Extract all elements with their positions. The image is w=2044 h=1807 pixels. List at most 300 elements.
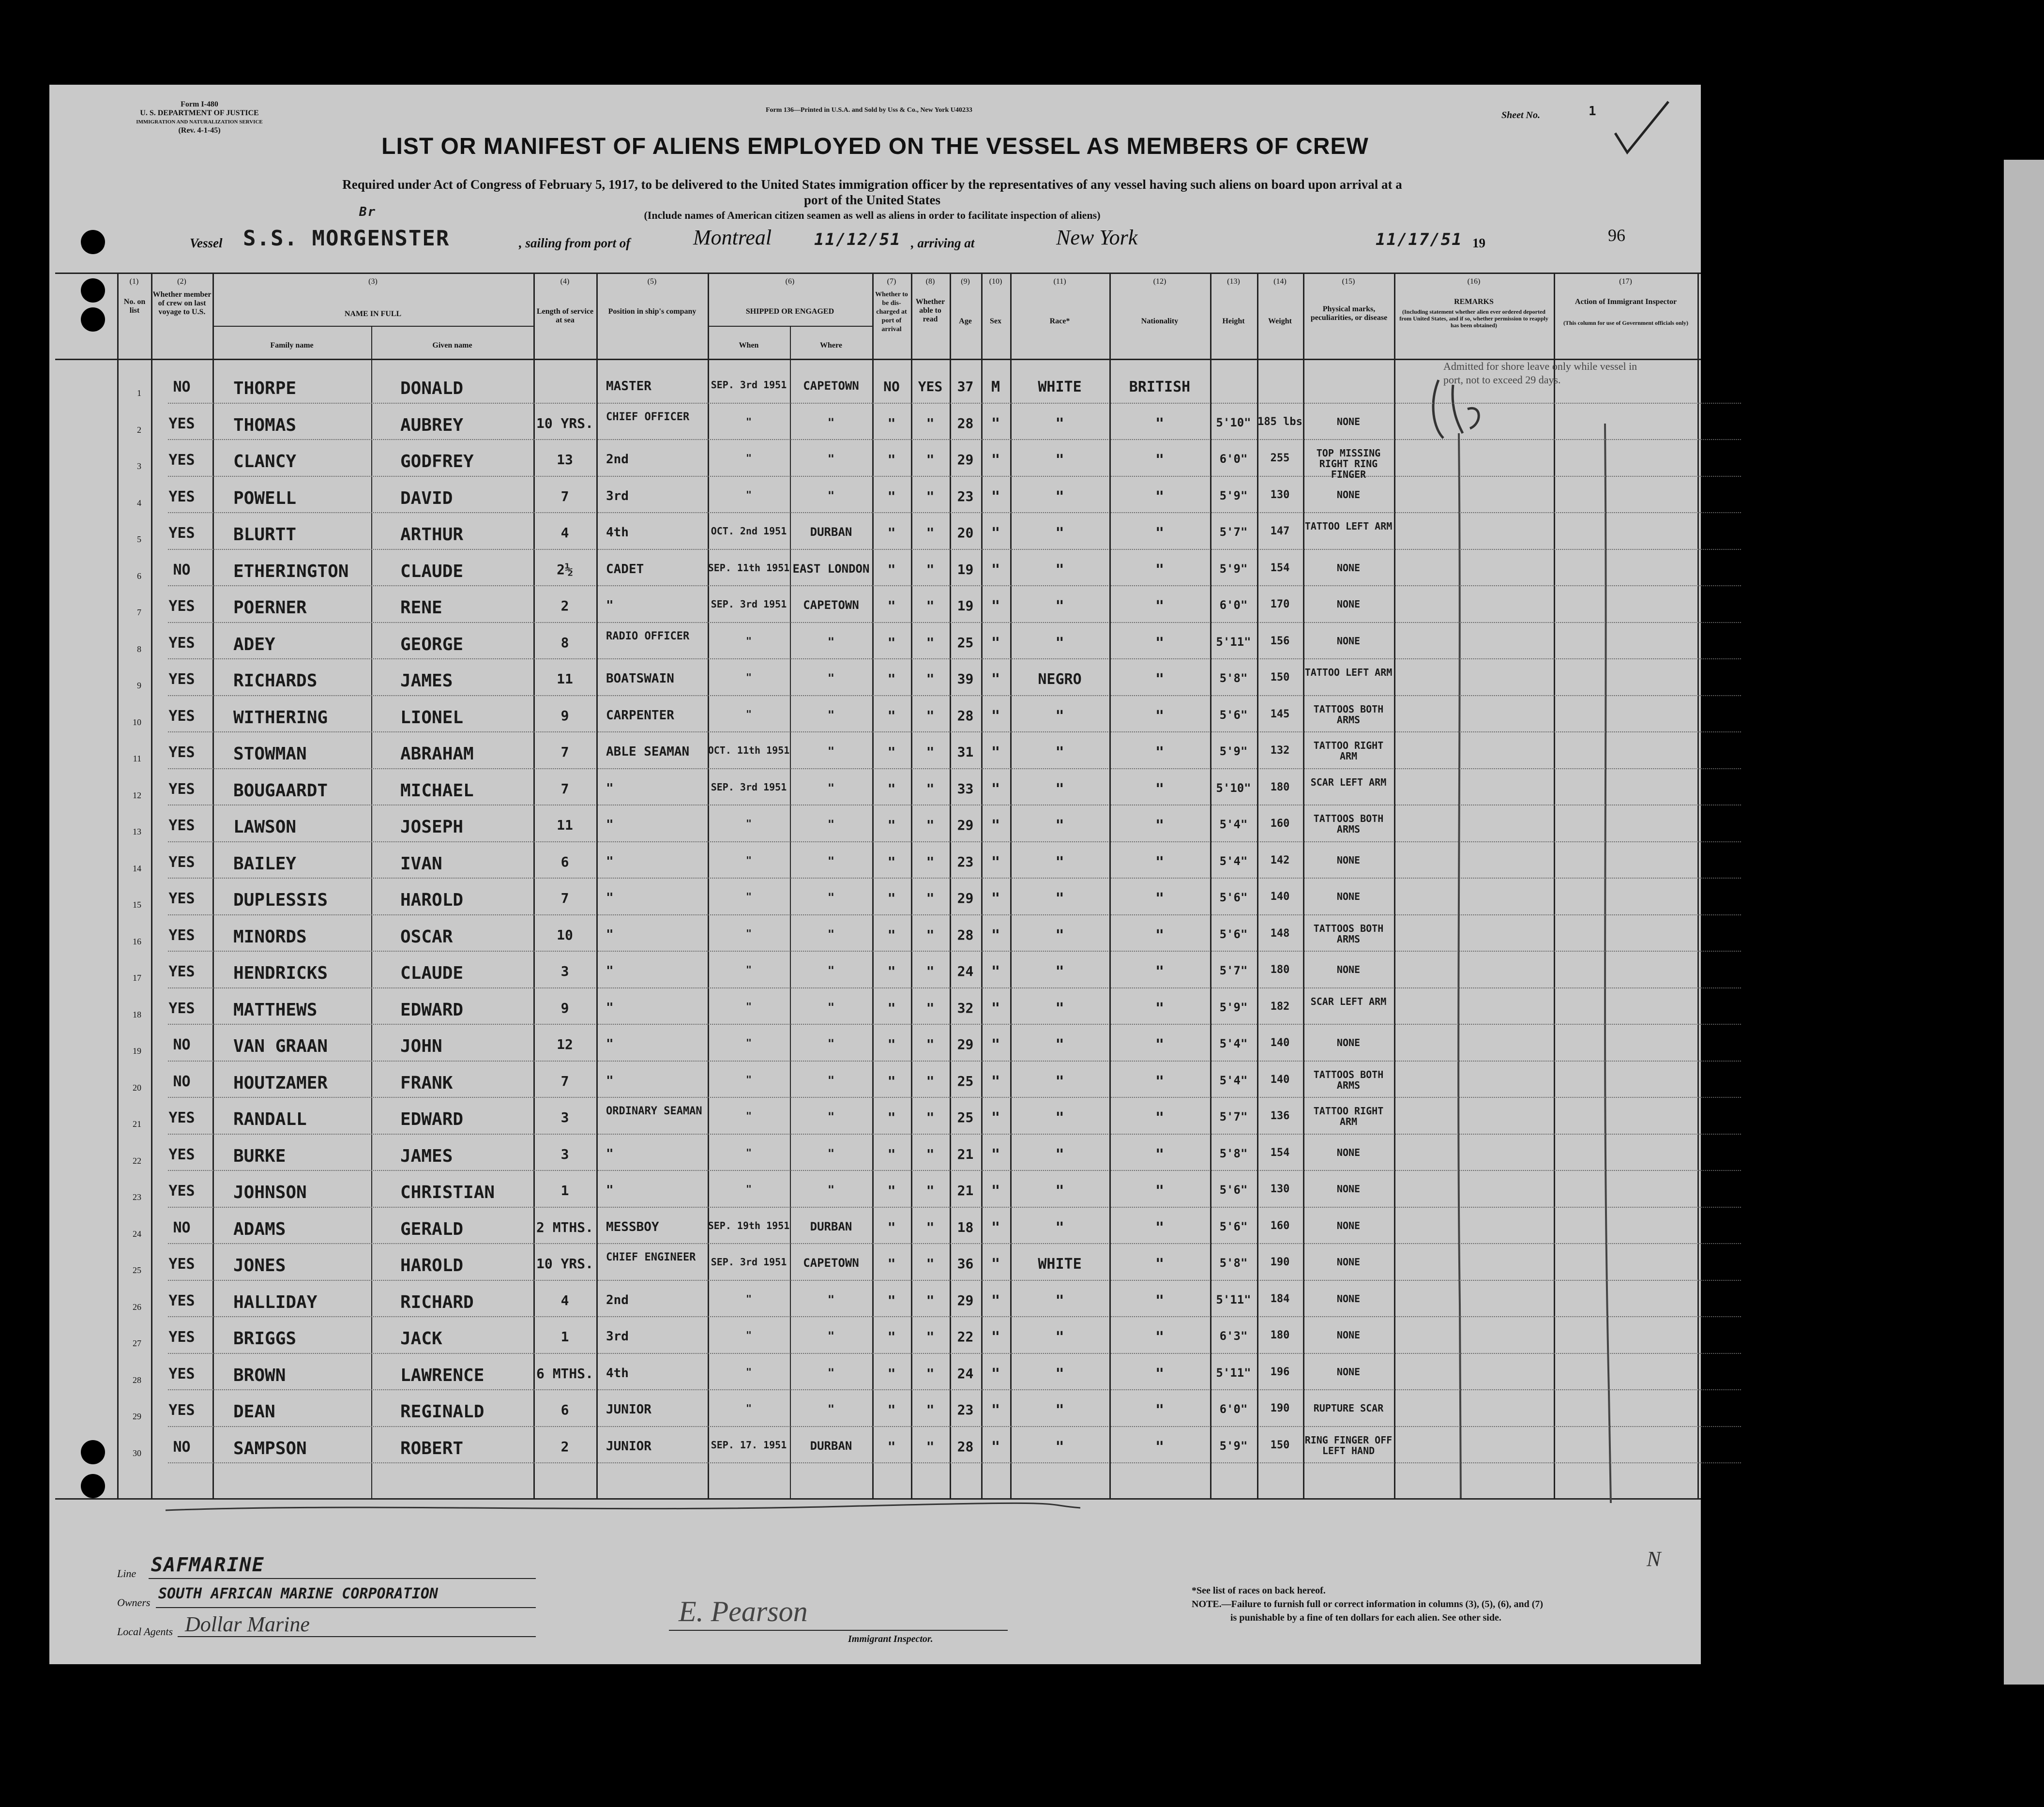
physical-marks-cell: TATTOOS BOTH ARMS: [1313, 813, 1384, 835]
col-number: (16): [1467, 277, 1481, 286]
shipped-when-cell: ": [745, 453, 752, 463]
height-cell: 5'6": [1219, 1184, 1248, 1196]
family-name-cell: BAILEY: [233, 854, 297, 873]
discharged-cell: ": [887, 1037, 896, 1052]
race-cell: NEGRO: [1038, 672, 1082, 687]
last-voyage-cell: NO: [173, 380, 191, 395]
height-cell: 5'4": [1219, 854, 1248, 867]
able-to-read-cell: ": [926, 1366, 935, 1381]
punch-hole: [81, 230, 105, 254]
shipped-when-cell: SEP. 3rd 1951: [711, 1257, 787, 1267]
family-name-cell: WITHERING: [233, 708, 328, 727]
physical-marks-cell: TATTOO RIGHT ARM: [1313, 740, 1384, 761]
age-cell: 28: [957, 708, 974, 723]
shipped-where-cell: DURBAN: [810, 526, 852, 538]
physical-marks-cell: NONE: [1336, 1147, 1361, 1158]
physical-marks-cell: NONE: [1336, 1293, 1361, 1304]
sex-cell: ": [991, 526, 1000, 541]
header-position: Position in ship's company: [608, 307, 696, 316]
weight-cell: 255: [1270, 453, 1290, 464]
position-cell: MASTER: [606, 380, 651, 393]
inspector-signature: E. Pearson: [679, 1595, 808, 1627]
family-name-cell: VAN GRAAN: [233, 1037, 328, 1056]
row-number: 26: [133, 1302, 141, 1312]
row-rule: [168, 549, 1741, 550]
height-cell: 5'6": [1219, 1220, 1248, 1233]
shipped-where-cell: CAPETOWN: [803, 1257, 859, 1269]
last-voyage-cell: YES: [168, 927, 195, 943]
header-physical-marks: Physical marks, peculiarities, or disease: [1310, 305, 1388, 322]
family-name-cell: THOMAS: [233, 416, 297, 435]
nationality-cell: ": [1155, 635, 1165, 651]
shipped-when-cell: ": [745, 1366, 752, 1377]
sex-cell: ": [991, 927, 1000, 943]
shipped-where-cell: ": [827, 927, 835, 941]
height-cell: 5'7": [1219, 1110, 1248, 1123]
able-to-read-cell: ": [926, 1147, 935, 1162]
height-cell: 5'10": [1216, 781, 1251, 794]
row-number: 9: [137, 681, 141, 690]
height-cell: 5'6": [1219, 708, 1248, 721]
col-number: (17): [1619, 277, 1632, 286]
form-id-block: [122, 100, 277, 135]
discharged-cell: ": [887, 562, 896, 577]
weight-cell: 180: [1270, 964, 1290, 976]
age-cell: 39: [957, 672, 974, 686]
shipped-where-cell: ": [827, 1403, 835, 1415]
given-name-cell: FRANK: [400, 1074, 453, 1093]
col-number: (13): [1227, 277, 1240, 286]
discharged-cell: ": [887, 453, 896, 467]
age-cell: 25: [957, 635, 974, 650]
line-value: SAFMARINE: [151, 1554, 265, 1576]
family-name-cell: POWELL: [233, 489, 297, 508]
age-cell: 21: [957, 1147, 974, 1162]
row-number: 8: [137, 644, 141, 654]
pencil-line: [1598, 424, 1618, 1508]
discharged-cell: ": [887, 708, 896, 723]
row-rule: [168, 1024, 1741, 1025]
physical-marks-cell: NONE: [1336, 599, 1361, 609]
shipped-where-cell: ": [827, 781, 835, 794]
col-divider: [1554, 273, 1555, 1498]
shipped-where-cell: DURBAN: [810, 1220, 852, 1233]
row-rule: [168, 1061, 1741, 1062]
discharged-cell: NO: [883, 380, 900, 394]
age-cell: 22: [957, 1330, 974, 1344]
row-number: 17: [133, 973, 141, 983]
row-number: 16: [133, 936, 141, 946]
shipped-when-cell: ": [745, 1110, 752, 1121]
able-to-read-cell: ": [926, 927, 935, 942]
shipped-where-cell: ": [827, 818, 835, 831]
discharged-cell: ": [887, 526, 896, 540]
sex-cell: ": [991, 562, 1000, 578]
sex-cell: M: [991, 380, 1000, 395]
discharged-cell: ": [887, 489, 896, 504]
weight-cell: 145: [1270, 708, 1290, 720]
line-label: Line: [117, 1567, 136, 1579]
weight-cell: 148: [1270, 927, 1290, 940]
race-cell: ": [1055, 745, 1064, 760]
service-length-cell: 4: [560, 526, 569, 540]
row-number: 14: [133, 863, 141, 873]
weight-cell: 156: [1270, 635, 1290, 647]
subtitle-line-2: port of the United States: [804, 193, 940, 207]
discharged-cell: ": [887, 416, 896, 431]
pencil-annotation-icon: [1424, 375, 1487, 443]
last-voyage-cell: YES: [168, 672, 195, 687]
given-name-cell: JAMES: [400, 672, 453, 690]
service-length-cell: 6: [560, 1403, 569, 1417]
given-name-cell: RENE: [400, 599, 442, 617]
shipped-where-cell: ": [827, 1366, 835, 1379]
sex-cell: ": [991, 964, 1000, 980]
shipped-when-cell: ": [745, 1074, 752, 1085]
nationality-cell: ": [1155, 1220, 1165, 1236]
weight-cell: 190: [1270, 1403, 1290, 1414]
able-to-read-cell: ": [926, 526, 935, 540]
service-length-cell: 7: [560, 781, 569, 796]
shipped-where-cell: ": [827, 1330, 835, 1342]
sex-cell: ": [991, 1110, 1000, 1126]
given-name-cell: CLAUDE: [400, 562, 464, 581]
shipped-where-cell: ": [827, 891, 835, 904]
last-voyage-cell: NO: [173, 1439, 191, 1455]
race-footnote: *See list of races on back hereof.: [1192, 1585, 1326, 1596]
position-cell: ": [606, 1001, 614, 1015]
discharged-cell: ": [887, 1184, 896, 1198]
sub-header-divider: [212, 326, 533, 327]
weight-cell: 140: [1270, 1037, 1290, 1049]
given-name-cell: AUBREY: [400, 416, 464, 435]
shipped-where-cell: ": [827, 1110, 835, 1123]
adjacent-page-edge: [2004, 160, 2044, 1685]
shipped-when-cell: ": [745, 927, 752, 939]
position-cell: CARPENTER: [606, 708, 674, 722]
shipped-where-cell: ": [827, 1037, 835, 1050]
agents-value: Dollar Marine: [185, 1612, 310, 1636]
sex-cell: ": [991, 672, 1000, 687]
manifest-sheet: [49, 85, 1701, 1664]
able-to-read-cell: ": [926, 1439, 935, 1454]
family-name-cell: BOUGAARDT: [233, 781, 328, 800]
col-divider: [1697, 273, 1699, 1498]
shipped-when-cell: ": [745, 1403, 752, 1413]
shipped-when-cell: ": [745, 1037, 752, 1048]
able-to-read-cell: ": [926, 1037, 935, 1052]
shipped-when-cell: ": [745, 635, 752, 646]
discharged-cell: ": [887, 745, 896, 759]
given-name-cell: JOHN: [400, 1037, 442, 1056]
family-name-cell: ETHERINGTON: [233, 562, 349, 581]
able-to-read-cell: ": [926, 416, 935, 431]
header-shipped-or-engaged: SHIPPED OR ENGAGED: [745, 307, 834, 316]
row-rule: [168, 622, 1741, 623]
age-cell: 19: [957, 599, 974, 613]
physical-marks-cell: NONE: [1336, 1330, 1361, 1340]
nationality-cell: ": [1155, 854, 1165, 870]
physical-marks-cell: NONE: [1336, 854, 1361, 866]
physical-marks-cell: RUPTURE SCAR: [1313, 1403, 1384, 1413]
owners-value: SOUTH AFRICAN MARINE CORPORATION: [158, 1585, 438, 1602]
weight-cell: 196: [1270, 1366, 1290, 1378]
given-name-cell: EDWARD: [400, 1110, 464, 1129]
height-cell: 5'9": [1219, 1439, 1248, 1452]
revision: (Rev. 4-1-45): [178, 126, 221, 135]
nationality-cell: ": [1155, 599, 1165, 614]
able-to-read-cell: ": [926, 453, 935, 467]
race-cell: ": [1055, 1147, 1064, 1163]
age-cell: 18: [957, 1220, 974, 1235]
position-cell: ": [606, 1037, 614, 1051]
header-last-voyage: Whether member of crew on last voyage to U.S.: [152, 290, 212, 316]
last-voyage-cell: YES: [168, 599, 195, 614]
given-name-cell: JACK: [400, 1330, 442, 1348]
service-length-cell: 3: [560, 1110, 569, 1125]
service-length-cell: 3: [560, 964, 569, 979]
last-voyage-cell: NO: [173, 1074, 191, 1090]
last-voyage-cell: YES: [168, 1257, 195, 1272]
weight-cell: 170: [1270, 599, 1290, 610]
height-cell: 5'9": [1219, 1001, 1248, 1014]
family-name-cell: DEAN: [233, 1403, 275, 1421]
sex-cell: ": [991, 453, 1000, 468]
sex-cell: ": [991, 1037, 1000, 1053]
nationality-cell: ": [1155, 708, 1165, 724]
nationality-cell: ": [1155, 964, 1165, 980]
able-to-read-cell: ": [926, 708, 935, 723]
age-cell: 29: [957, 1293, 974, 1308]
sex-cell: ": [991, 1366, 1000, 1382]
race-cell: ": [1055, 1184, 1064, 1199]
age-cell: 24: [957, 1366, 974, 1381]
col-divider: [371, 326, 372, 1498]
service-length-cell: 7: [560, 891, 569, 906]
family-name-cell: MATTHEWS: [233, 1001, 318, 1019]
physical-marks-cell: TOP MISSING RIGHT RING FINGER: [1316, 448, 1381, 480]
position-cell: 2nd: [606, 1293, 629, 1307]
last-voyage-cell: YES: [168, 964, 195, 980]
race-cell: ": [1055, 708, 1064, 724]
shipped-when-cell: OCT. 11th 1951: [708, 745, 790, 756]
height-cell: 5'4": [1219, 818, 1248, 831]
position-cell: ": [606, 891, 614, 905]
nationality-cell: ": [1155, 1074, 1165, 1090]
able-to-read-cell: ": [926, 1110, 935, 1125]
able-to-read-cell: ": [926, 1330, 935, 1344]
shipped-when-cell: ": [745, 672, 752, 683]
given-name-cell: IVAN: [400, 854, 442, 873]
row-rule: [168, 1207, 1741, 1208]
able-to-read-cell: ": [926, 854, 935, 869]
weight-cell: 140: [1270, 891, 1290, 903]
service-length-cell: 9: [560, 708, 569, 723]
shipped-where-cell: ": [827, 1001, 835, 1014]
row-rule: [168, 1170, 1741, 1171]
col-number: (8): [925, 277, 935, 286]
shipped-when-cell: SEP. 3rd 1951: [711, 781, 787, 792]
shipped-when-cell: SEP. 3rd 1951: [711, 599, 787, 609]
col-number: (4): [560, 277, 570, 286]
row-number: 25: [133, 1265, 141, 1275]
sailing-label: , sailing from port of: [519, 236, 631, 250]
able-to-read-cell: YES: [918, 380, 943, 394]
service-length-cell: 2: [560, 1439, 569, 1454]
shipped-where-cell: ": [827, 672, 835, 684]
header-able-to-read: Whether able to read: [915, 298, 945, 323]
given-name-cell: EDWARD: [400, 1001, 464, 1019]
shipped-when-cell: ": [745, 1293, 752, 1304]
shipped-where-cell: ": [827, 854, 835, 867]
height-cell: 6'0": [1219, 599, 1248, 611]
family-name-cell: THORPE: [233, 380, 297, 398]
discharged-cell: ": [887, 1257, 896, 1271]
discharged-cell: ": [887, 672, 896, 686]
subtitle-line-3: (Include names of American citizen seamen as well as aliens in order to facilitate inspection of aliens): [644, 209, 1101, 221]
able-to-read-cell: ": [926, 1220, 935, 1235]
service-length-cell: 8: [560, 635, 569, 650]
sex-cell: ": [991, 1220, 1000, 1236]
shipped-when-cell: ": [745, 1330, 752, 1340]
sex-cell: ": [991, 1001, 1000, 1017]
weight-cell: 180: [1270, 1330, 1290, 1341]
discharged-cell: ": [887, 1110, 896, 1125]
last-voyage-cell: YES: [168, 1403, 195, 1418]
col-number: (11): [1053, 277, 1066, 286]
sheet-number: 1: [1589, 104, 1597, 119]
physical-marks-cell: NONE: [1336, 891, 1361, 902]
row-number: 28: [133, 1375, 141, 1385]
arriving-port: New York: [1056, 226, 1138, 249]
service-length-cell: 6: [560, 854, 569, 869]
physical-marks-cell: NONE: [1336, 1366, 1361, 1377]
last-voyage-cell: YES: [168, 1330, 195, 1345]
row-rule: [168, 951, 1741, 952]
race-cell: ": [1055, 891, 1064, 907]
shipped-when-cell: ": [745, 708, 752, 719]
nationality-cell: BRITISH: [1129, 380, 1191, 395]
physical-marks-cell: SCAR LEFT ARM: [1310, 776, 1387, 788]
height-cell: 5'7": [1219, 964, 1248, 977]
printer-note: Form 136—Printed in U.S.A. and Sold by Uss & Co., New York U40233: [766, 106, 972, 114]
position-cell: JUNIOR: [606, 1403, 651, 1416]
col-number: (2): [177, 277, 186, 286]
header-height: Height: [1222, 317, 1245, 325]
col-number: (7): [887, 277, 896, 286]
age-cell: 29: [957, 891, 974, 906]
height-cell: 5'6": [1219, 891, 1248, 904]
sex-cell: ": [991, 1074, 1000, 1090]
row-rule: [168, 731, 1741, 732]
given-name-cell: MICHAEL: [400, 781, 474, 800]
footer-rule: [149, 1578, 536, 1579]
row-rule: [168, 658, 1741, 659]
last-voyage-cell: YES: [168, 1184, 195, 1199]
page-number: 96: [1608, 226, 1625, 245]
weight-cell: 160: [1270, 818, 1290, 830]
able-to-read-cell: ": [926, 635, 935, 650]
position-cell: ": [606, 1074, 614, 1088]
shipped-when-cell: ": [745, 489, 752, 500]
nationality-cell: ": [1155, 781, 1165, 797]
race-cell: ": [1055, 1037, 1064, 1053]
able-to-read-cell: ": [926, 1257, 935, 1271]
footer-rule: [178, 1636, 536, 1637]
header-when: When: [739, 341, 759, 349]
age-cell: 23: [957, 1403, 974, 1417]
sailing-port: Montreal: [693, 226, 772, 249]
owners-label: Owners: [117, 1596, 151, 1609]
last-voyage-cell: YES: [168, 1366, 195, 1382]
age-cell: 36: [957, 1257, 974, 1271]
col-number: (6): [785, 277, 795, 286]
row-rule: [168, 878, 1741, 879]
age-cell: 19: [957, 562, 974, 577]
nationality-cell: ": [1155, 1037, 1165, 1053]
family-name-cell: RICHARDS: [233, 672, 318, 690]
race-cell: ": [1055, 854, 1064, 870]
sex-cell: ": [991, 1403, 1000, 1418]
row-number: 12: [133, 790, 141, 800]
physical-marks-cell: TATTOO LEFT ARM: [1304, 667, 1393, 678]
vessel-name: S.S. MORGENSTER: [243, 226, 450, 251]
age-cell: 25: [957, 1110, 974, 1125]
service-length-cell: 7: [560, 745, 569, 759]
service-length-cell: 10 YRS.: [536, 416, 593, 431]
service-length-cell: 10: [557, 927, 573, 942]
family-name-cell: POERNER: [233, 599, 307, 617]
shipped-when-cell: ": [745, 1147, 752, 1158]
sex-cell: ": [991, 489, 1000, 505]
row-rule: [168, 585, 1741, 586]
sex-cell: ": [991, 891, 1000, 907]
service-length-cell: 1: [560, 1184, 569, 1198]
shipped-when-cell: ": [745, 964, 752, 975]
corner-mark: N: [1647, 1547, 1661, 1571]
last-voyage-cell: YES: [168, 1147, 195, 1163]
family-name-cell: SAMPSON: [233, 1439, 307, 1458]
service-length-cell: 13: [557, 453, 573, 467]
sex-cell: ": [991, 781, 1000, 797]
sex-cell: ": [991, 599, 1000, 614]
age-cell: 31: [957, 745, 974, 759]
shipped-where-cell: ": [827, 745, 835, 758]
vessel-annotation: Br: [359, 205, 377, 219]
able-to-read-cell: ": [926, 1074, 935, 1089]
row-rule: [168, 1426, 1741, 1427]
shipped-where-cell: EAST LONDON: [792, 562, 870, 575]
arriving-date: 11/17/51: [1376, 230, 1463, 249]
nationality-cell: ": [1155, 1147, 1165, 1163]
service: IMMIGRATION AND NATURALIZATION SERVICE: [136, 119, 263, 125]
header-family-name: Family name: [270, 341, 314, 349]
race-cell: ": [1055, 489, 1064, 505]
family-name-cell: BURKE: [233, 1147, 286, 1166]
service-length-cell: 2½: [557, 562, 573, 577]
given-name-cell: DONALD: [400, 380, 464, 398]
sex-cell: ": [991, 1147, 1000, 1163]
service-length-cell: 11: [557, 818, 573, 833]
position-cell: ": [606, 854, 614, 868]
family-name-cell: JOHNSON: [233, 1184, 307, 1202]
age-cell: 20: [957, 526, 974, 540]
discharged-cell: ": [887, 1366, 896, 1381]
discharged-cell: ": [887, 635, 896, 650]
service-length-cell: 9: [560, 1001, 569, 1016]
able-to-read-cell: ": [926, 781, 935, 796]
department: U. S. DEPARTMENT OF JUSTICE: [140, 109, 259, 117]
